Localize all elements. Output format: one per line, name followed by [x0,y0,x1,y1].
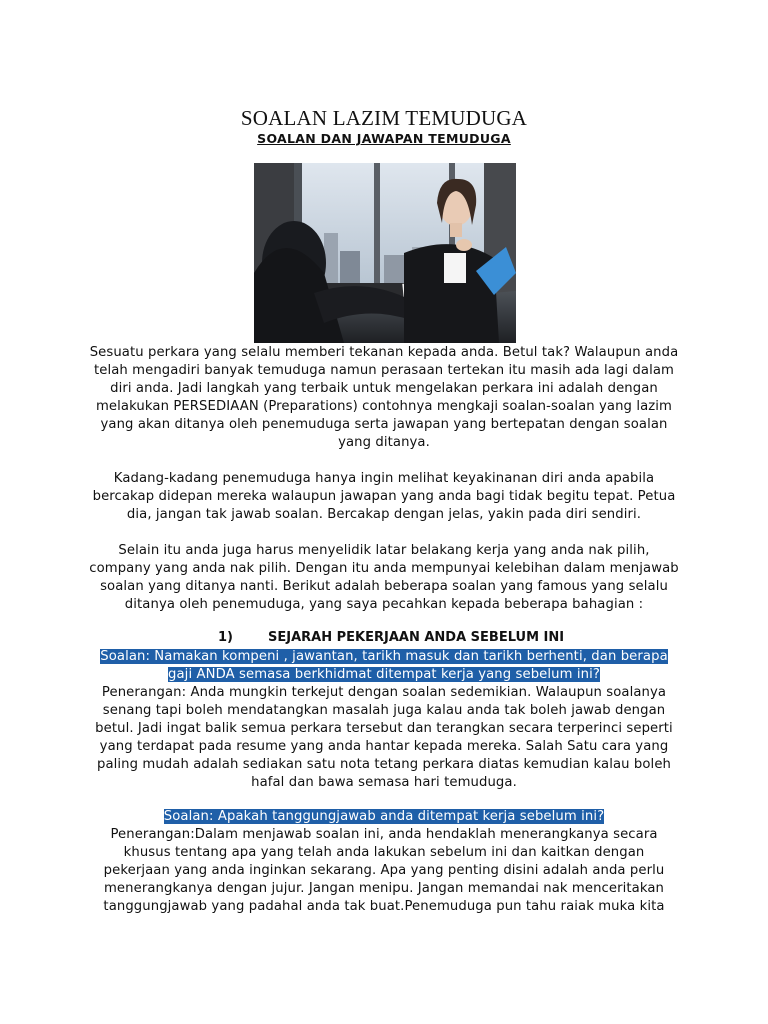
intro-line: melakukan PERSEDIAAN (Preparations) contohnya mengkaji soalan-soalan yang lazim [95,399,672,414]
intro-paragraph [86,344,682,452]
question-1 [86,648,682,684]
interview-photo [254,163,516,343]
intro-line: telah mengadiri banyak temuduga namun perasaan tertekan itu masih ada lagi dalam [94,363,674,378]
paragraph-line: Selain itu anda juga harus menyelidik latar belakang kerja yang anda nak pilih, [118,543,650,558]
section-number: 1) [218,630,233,645]
paragraph-line: bercakap didepan mereka walaupun jawapan yang anda bagi tidak begitu tepat. Petua [92,489,676,504]
highlighted-question-line: gaji ANDA semasa berkhidmat ditempat kerja yang sebelum ini? [168,667,600,682]
answer-2 [86,826,682,916]
answer-line: hafal dan bawa semasa hari temuduga. [251,775,517,790]
highlighted-question-line: Soalan: Apakah tanggungjawab anda ditempat kerja sebelum ini? [163,809,605,824]
paragraph-line: company yang anda nak pilih. Dengan itu anda mempunyai kelebihan dalam menjawab [89,561,679,576]
answer-line: khusus tentang apa yang telah anda lakukan sebelum ini dan kaitkan dengan [123,845,645,860]
intro-line: diri anda. Jadi langkah yang terbaik untuk mengelakan perkara ini adalah dengan [110,381,658,396]
highlighted-question-line: Soalan: Namakan kompeni , jawantan, tarikh masuk dan tarikh berhenti, dan berapa [100,649,668,664]
answer-line: paling mudah adalah sediakan satu nota tetang perkara diatas kemudian kalau boleh [97,757,671,772]
answer-line: betul. Jadi ingat balik semua perkara tersebut dan terangkan secara terperinci seperti [95,721,673,736]
question-2 [86,808,682,826]
paragraph-line: dia, jangan tak jawab soalan. Bercakap dengan jelas, yakin pada diri sendiri. [126,507,642,522]
answer-line: Penerangan: Anda mungkin terkejut dengan soalan sedemikian. Walaupun soalanya [101,685,667,700]
confidence-paragraph [86,470,682,524]
section-title: SEJARAH PEKERJAAN ANDA SEBELUM INI [268,630,565,645]
paragraph-line: ditanya oleh penemuduga, yang saya pecahkan kepada beberapa bahagian : [124,597,644,612]
answer-1 [86,684,682,792]
document-title: SOALAN LAZIM TEMUDUGA [240,106,528,130]
intro-line: yang akan ditanya oleh penemuduga serta jawapan yang bertepatan dengan soalan [100,417,668,432]
answer-line: yang terdapat pada resume yang anda hantar kepada mereka. Salah Satu cara yang [99,739,669,754]
answer-line: senang tapi boleh mendatangkan masalah juga kalau anda tak boleh jawab dengan [102,703,666,718]
answer-line: pekerjaan yang anda inginkan sekarang. Apa yang penting disini adalah anda perlu [103,863,665,878]
document-subtitle: SOALAN DAN JAWAPAN TEMUDUGA [257,131,511,146]
paragraph-line: Kadang-kadang penemuduga hanya ingin melihat keyakinanan diri anda apabila [113,471,655,486]
answer-line: Penerangan:Dalam menjawab soalan ini, anda hendaklah menerangkanya secara [110,827,658,842]
intro-line: Sesuatu perkara yang selalu memberi tekanan kepada anda. Betul tak? Walaupun anda [89,345,679,360]
intro-line: yang ditanya. [338,435,430,450]
paragraph-line: soalan yang ditanya nanti. Berikut adalah beberapa soalan yang famous yang selalu [100,579,668,594]
research-paragraph [86,542,682,614]
answer-line: menerangkanya dengan jujur. Jangan menipu. Jangan memandai nak menceritakan [103,881,664,896]
answer-line: tanggungjawab yang padahal anda tak buat.Penemuduga pun tahu raiak muka kita [103,899,665,914]
